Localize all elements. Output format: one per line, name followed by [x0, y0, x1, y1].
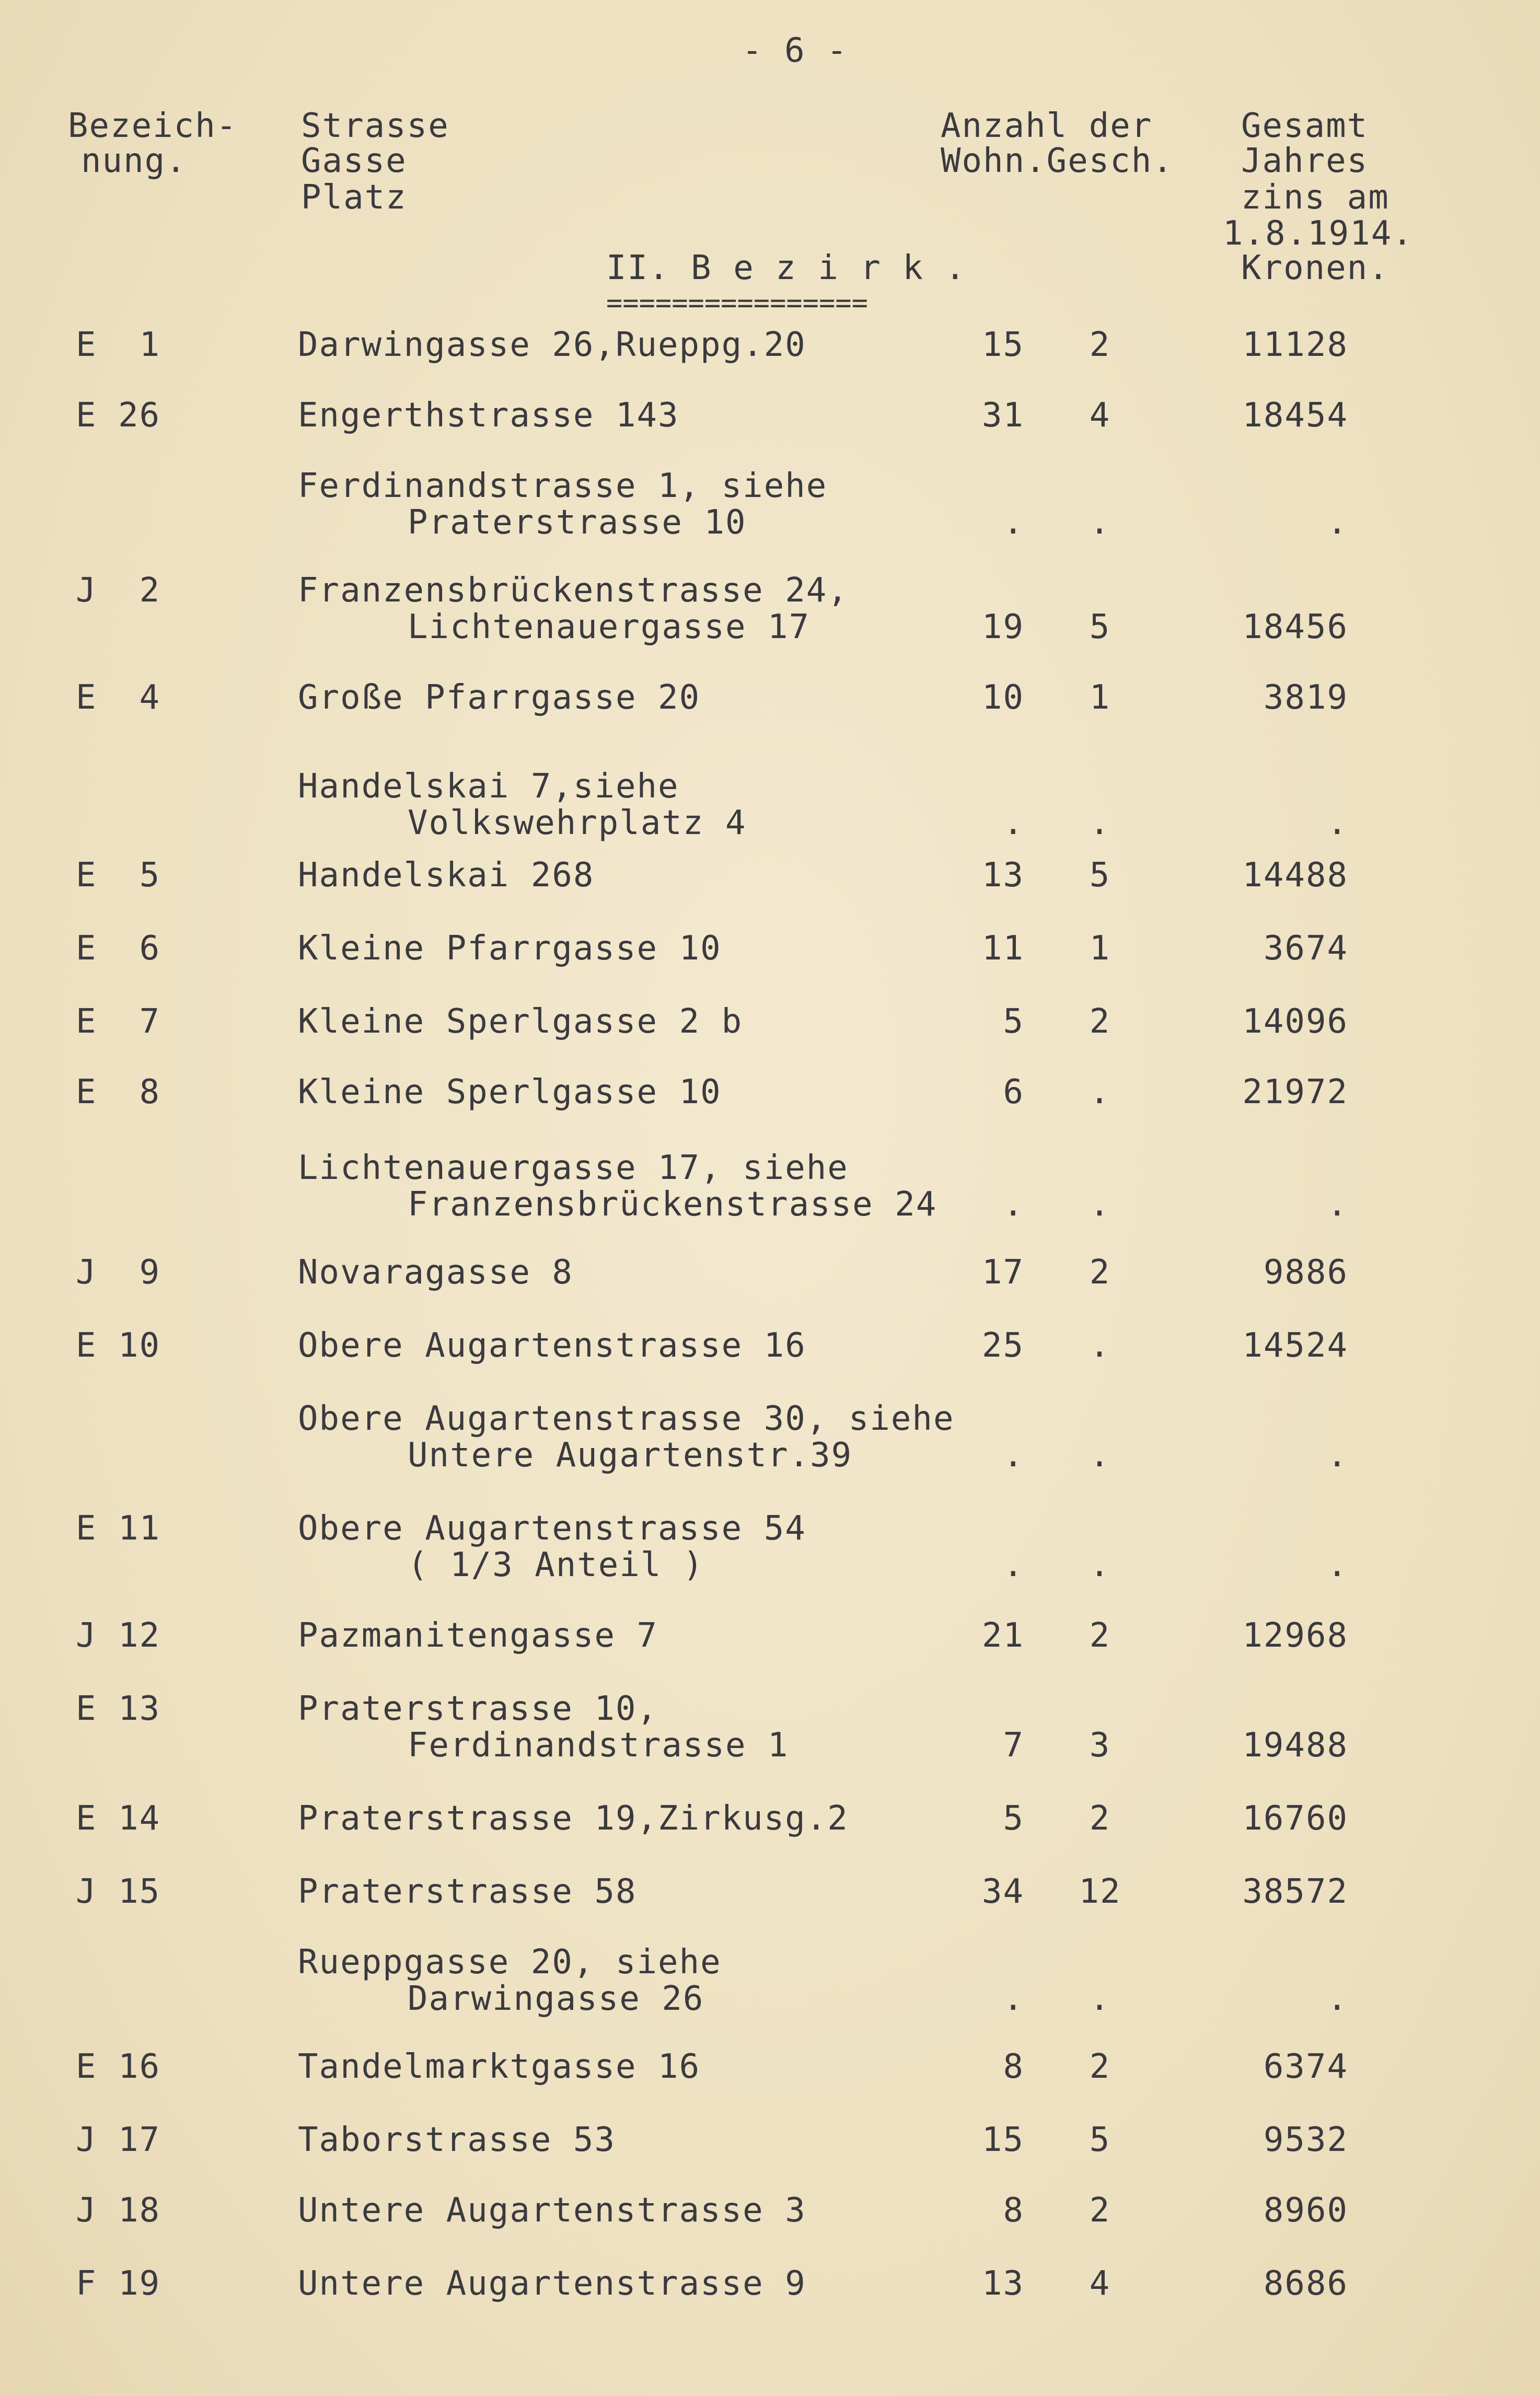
- row-street-line: Ferdinandstrasse 1: [408, 1726, 789, 1765]
- row-wohn: .: [1003, 1980, 1024, 2018]
- row-bezeichnung: E 13: [76, 1689, 161, 1728]
- row-wohn: .: [1003, 1546, 1024, 1584]
- row-street-line: Volkswehrplatz 4: [408, 804, 747, 842]
- row-wohn: .: [1003, 804, 1024, 842]
- row-street-line: Handelskai 7,siehe: [298, 767, 679, 806]
- row-bezeichnung: E 14: [76, 1799, 161, 1838]
- row-bezeichnung: E 11: [76, 1509, 161, 1548]
- row-street-line: Untere Augartenstrasse 3: [298, 2191, 806, 2230]
- row-wohn: 5: [1003, 1002, 1024, 1041]
- row-gesch: 1: [1089, 678, 1111, 717]
- row-street-line: Praterstrasse 10: [408, 503, 747, 542]
- row-zins: 3674: [1263, 929, 1348, 968]
- row-gesch: 12: [1079, 1872, 1121, 1911]
- row-wohn: 31: [981, 396, 1024, 435]
- header-anzahl-1: Anzahl der: [941, 107, 1153, 145]
- row-wohn: .: [1003, 1185, 1024, 1224]
- row-street-line: Taborstrasse 53: [298, 2121, 616, 2159]
- row-zins: 3819: [1263, 678, 1348, 717]
- row-zins: 14524: [1242, 1326, 1348, 1365]
- row-street-line: Tandelmarktgasse 16: [298, 2047, 701, 2086]
- row-gesch: .: [1089, 1546, 1111, 1584]
- district-title: II. B e z i r k .: [606, 249, 967, 287]
- header-zins-5: Kronen.: [1241, 249, 1390, 287]
- row-street-line: ( 1/3 Anteil ): [408, 1546, 704, 1584]
- header-zins-1: Gesamt: [1241, 107, 1369, 145]
- row-gesch: 5: [1089, 2121, 1111, 2159]
- row-gesch: 1: [1089, 929, 1111, 968]
- row-zins: 19488: [1242, 1726, 1348, 1765]
- row-gesch: 4: [1089, 396, 1111, 435]
- header-bezeichnung-1: Bezeich-: [68, 107, 238, 145]
- row-wohn: 5: [1003, 1799, 1024, 1838]
- row-street-line: Obere Augartenstrasse 30, siehe: [298, 1399, 955, 1438]
- row-gesch: .: [1089, 804, 1111, 842]
- row-bezeichnung: J 2: [76, 571, 161, 610]
- row-bezeichnung: J 15: [76, 1872, 161, 1911]
- row-street-line: Kleine Sperlgasse 10: [298, 1073, 722, 1112]
- row-gesch: 2: [1089, 2047, 1111, 2086]
- header-strasse-2: Gasse: [301, 142, 407, 180]
- row-zins: .: [1327, 804, 1348, 842]
- row-street-line: Franzensbrückenstrasse 24: [408, 1185, 937, 1224]
- row-bezeichnung: J 18: [76, 2191, 161, 2230]
- row-zins: 16760: [1242, 1799, 1348, 1838]
- row-zins: 8960: [1263, 2191, 1348, 2230]
- row-gesch: 2: [1089, 1253, 1111, 1292]
- row-street-line: Praterstrasse 58: [298, 1872, 637, 1911]
- row-street-line: Kleine Sperlgasse 2 b: [298, 1002, 743, 1041]
- row-gesch: 2: [1089, 326, 1111, 364]
- row-gesch: 2: [1089, 1799, 1111, 1838]
- header-zins-2: Jahres: [1241, 142, 1369, 180]
- header-anzahl-2: Wohn.Gesch.: [941, 142, 1174, 180]
- row-bezeichnung: E 10: [76, 1326, 161, 1365]
- row-bezeichnung: E 6: [76, 929, 161, 968]
- row-gesch: .: [1089, 1326, 1111, 1365]
- row-bezeichnung: E 4: [76, 678, 161, 717]
- row-wohn: .: [1003, 1436, 1024, 1475]
- row-zins: .: [1327, 1185, 1348, 1224]
- row-wohn: 21: [981, 1616, 1024, 1655]
- row-wohn: 6: [1003, 1073, 1024, 1112]
- row-street-line: Franzensbrückenstrasse 24,: [298, 571, 849, 610]
- row-street-line: Praterstrasse 10,: [298, 1689, 658, 1728]
- row-zins: 9532: [1263, 2121, 1348, 2159]
- row-zins: .: [1327, 1436, 1348, 1475]
- row-street-line: Lichtenauergasse 17, siehe: [298, 1149, 849, 1187]
- row-zins: 11128: [1242, 326, 1348, 364]
- row-street-line: Obere Augartenstrasse 54: [298, 1509, 806, 1548]
- row-street-line: Lichtenauergasse 17: [408, 608, 810, 646]
- row-bezeichnung: J 12: [76, 1616, 161, 1655]
- page-number: - 6 -: [742, 31, 848, 70]
- row-zins: 6374: [1263, 2047, 1348, 2086]
- header-zins-4: 1.8.1914.: [1223, 214, 1414, 253]
- row-zins: .: [1327, 1980, 1348, 2018]
- row-street-line: Obere Augartenstrasse 16: [298, 1326, 806, 1365]
- row-street-line: Rueppgasse 20, siehe: [298, 1943, 722, 1982]
- row-zins: .: [1327, 503, 1348, 542]
- row-street-line: Darwingasse 26,Rueppg.20: [298, 326, 806, 364]
- row-street-line: Ferdinandstrasse 1, siehe: [298, 467, 828, 505]
- row-wohn: 25: [981, 1326, 1024, 1365]
- row-street-line: Untere Augartenstr.39: [408, 1436, 853, 1475]
- row-wohn: 13: [981, 856, 1024, 895]
- row-zins: 14096: [1242, 1002, 1348, 1041]
- district-underline: ================: [606, 287, 868, 319]
- row-bezeichnung: E 1: [76, 326, 161, 364]
- row-street-line: Handelskai 268: [298, 856, 595, 895]
- row-wohn: 19: [981, 608, 1024, 646]
- row-gesch: 2: [1089, 2191, 1111, 2230]
- row-zins: 21972: [1242, 1073, 1348, 1112]
- header-bezeichnung-2: nung.: [81, 142, 187, 180]
- row-wohn: 13: [981, 2264, 1024, 2303]
- row-bezeichnung: J 9: [76, 1253, 161, 1292]
- row-zins: 9886: [1263, 1253, 1348, 1292]
- row-bezeichnung: J 17: [76, 2121, 161, 2159]
- row-gesch: .: [1089, 503, 1111, 542]
- row-wohn: 8: [1003, 2047, 1024, 2086]
- row-bezeichnung: E 5: [76, 856, 161, 895]
- row-street-line: Praterstrasse 19,Zirkusg.2: [298, 1799, 849, 1838]
- row-zins: 12968: [1242, 1616, 1348, 1655]
- header-zins-3: zins am: [1241, 178, 1390, 217]
- row-street-line: Darwingasse 26: [408, 1980, 704, 2018]
- row-street-line: Novaragasse 8: [298, 1253, 573, 1292]
- row-zins: 14488: [1242, 856, 1348, 895]
- row-gesch: 4: [1089, 2264, 1111, 2303]
- row-gesch: 5: [1089, 608, 1111, 646]
- row-street-line: Große Pfarrgasse 20: [298, 678, 701, 717]
- row-wohn: .: [1003, 503, 1024, 542]
- row-bezeichnung: F 19: [76, 2264, 161, 2303]
- header-strasse-3: Platz: [301, 178, 407, 217]
- row-bezeichnung: E 7: [76, 1002, 161, 1041]
- row-street-line: Untere Augartenstrasse 9: [298, 2264, 806, 2303]
- row-wohn: 7: [1003, 1726, 1024, 1765]
- row-bezeichnung: E 26: [76, 396, 161, 435]
- row-zins: 8686: [1263, 2264, 1348, 2303]
- row-bezeichnung: E 8: [76, 1073, 161, 1112]
- row-zins: 38572: [1242, 1872, 1348, 1911]
- row-zins: 18456: [1242, 608, 1348, 646]
- row-gesch: 5: [1089, 856, 1111, 895]
- row-wohn: 15: [981, 2121, 1024, 2159]
- row-street-line: Kleine Pfarrgasse 10: [298, 929, 722, 968]
- row-zins: 18454: [1242, 396, 1348, 435]
- row-gesch: 2: [1089, 1616, 1111, 1655]
- row-wohn: 34: [981, 1872, 1024, 1911]
- row-wohn: 11: [981, 929, 1024, 968]
- row-gesch: .: [1089, 1980, 1111, 2018]
- row-street-line: Engerthstrasse 143: [298, 396, 679, 435]
- row-gesch: .: [1089, 1185, 1111, 1224]
- row-gesch: 2: [1089, 1002, 1111, 1041]
- row-wohn: 10: [981, 678, 1024, 717]
- header-strasse-1: Strasse: [301, 107, 449, 145]
- row-gesch: 3: [1089, 1726, 1111, 1765]
- row-wohn: 15: [981, 326, 1024, 364]
- row-gesch: .: [1089, 1073, 1111, 1112]
- row-street-line: Pazmanitengasse 7: [298, 1616, 658, 1655]
- row-gesch: .: [1089, 1436, 1111, 1475]
- row-bezeichnung: E 16: [76, 2047, 161, 2086]
- row-wohn: 17: [981, 1253, 1024, 1292]
- row-zins: .: [1327, 1546, 1348, 1584]
- row-wohn: 8: [1003, 2191, 1024, 2230]
